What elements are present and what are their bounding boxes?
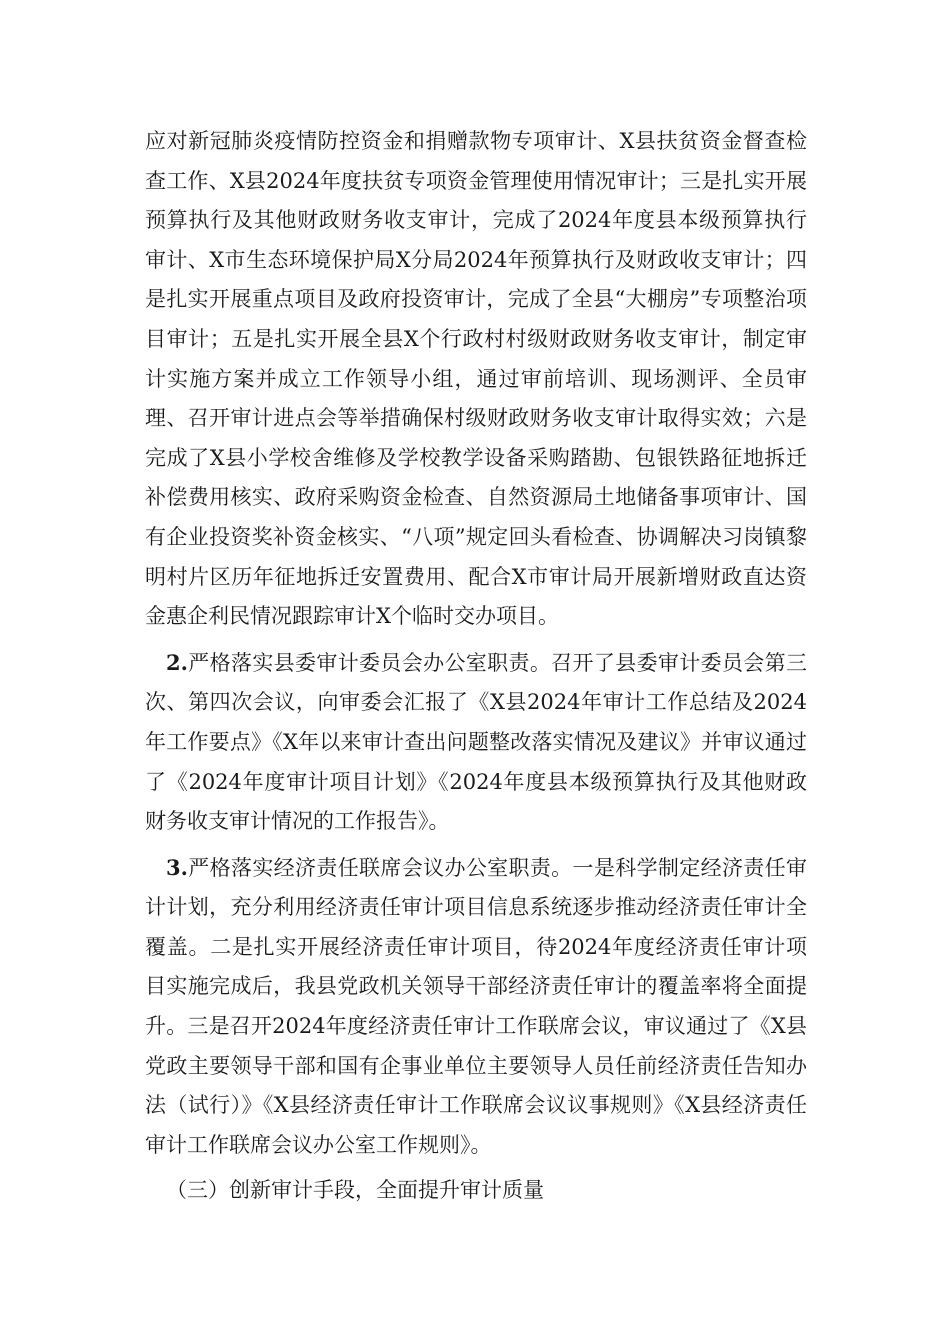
paragraph-text: 严格落实县委审计委员会办公室职责。召开了县委审计委员会第三次、第四次会议，向审委会汇报了《X县2024年审计工作总结及2024年工作要点》《X年以来审计查出问题整改落实情况及建议》并审议通过了《2024年度审计项目计划》《2024年度县本级预算执行及其他财政财务收支审计情况的工作报告》。 [145,650,807,834]
paragraph-number: 3. [166,854,188,880]
paragraph-audit-committee [145,643,807,842]
paragraph-number: 2. [166,649,188,675]
paragraph-joint-meeting [145,848,807,1166]
section-heading: （三）创新审计手段，全面提升审计质量 [166,1178,544,1203]
paragraph-audit-items [145,122,807,637]
paragraph-text: 应对新冠肺炎疫情防控资金和捐赠款物专项审计、X县扶贫资金督查检查工作、X县2024年度扶贫专项资金管理使用情况审计；三是扎实开展预算执行及其他财政财务收支审计，完成了2024年度县本级预算执行审计、X市生态环境保护局X分局2024年预算执行及财政收支审计；四是扎实开展重点项目及政府投资审计，完成了全县“大棚房”专项整治项目审计；五是扎实开展全县X个行政村村级财政财务收支审计，制定审计实施方案并成立工作领导小组，通过审前培训、现场测评、全员审理、召开审计进点会等举措确保村级财政财务收支审计取得实效；六是完成了X县小学校舍维修及学校教学设备采购踏勘、包银铁路征地拆迁补偿费用核实、政府采购资金检查、自然资源局土地储备事项审计、国有企业投资奖补资金核实、“八项”规定回头看检查、协调解决习岗镇黎明村片区历年征地拆迁安置费用、配合X市审计局开展新增财政直达资金惠企利民情况跟踪审计X个临时交办项目。 [145,129,807,629]
document-body [145,122,807,1217]
paragraph-text: 严格落实经济责任联席会议办公室职责。一是科学制定经济责任审计计划，充分利用经济责任审计项目信息系统逐步推动经济责任审计全覆盖。二是扎实开展经济责任审计项目，待2024年度经济责任审计项目实施完成后，我县党政机关领导干部经济责任审计的覆盖率将全面提升。三是召开2024年度经济责任审计工作联席会议，审议通过了《X县党政主要领导干部和国有企事业单位主要领导人员任前经济责任告知办法（试行）》《X县经济责任审计工作联席会议议事规则》《X县经济责任审计工作联席会议办公室工作规则》。 [145,855,807,1157]
